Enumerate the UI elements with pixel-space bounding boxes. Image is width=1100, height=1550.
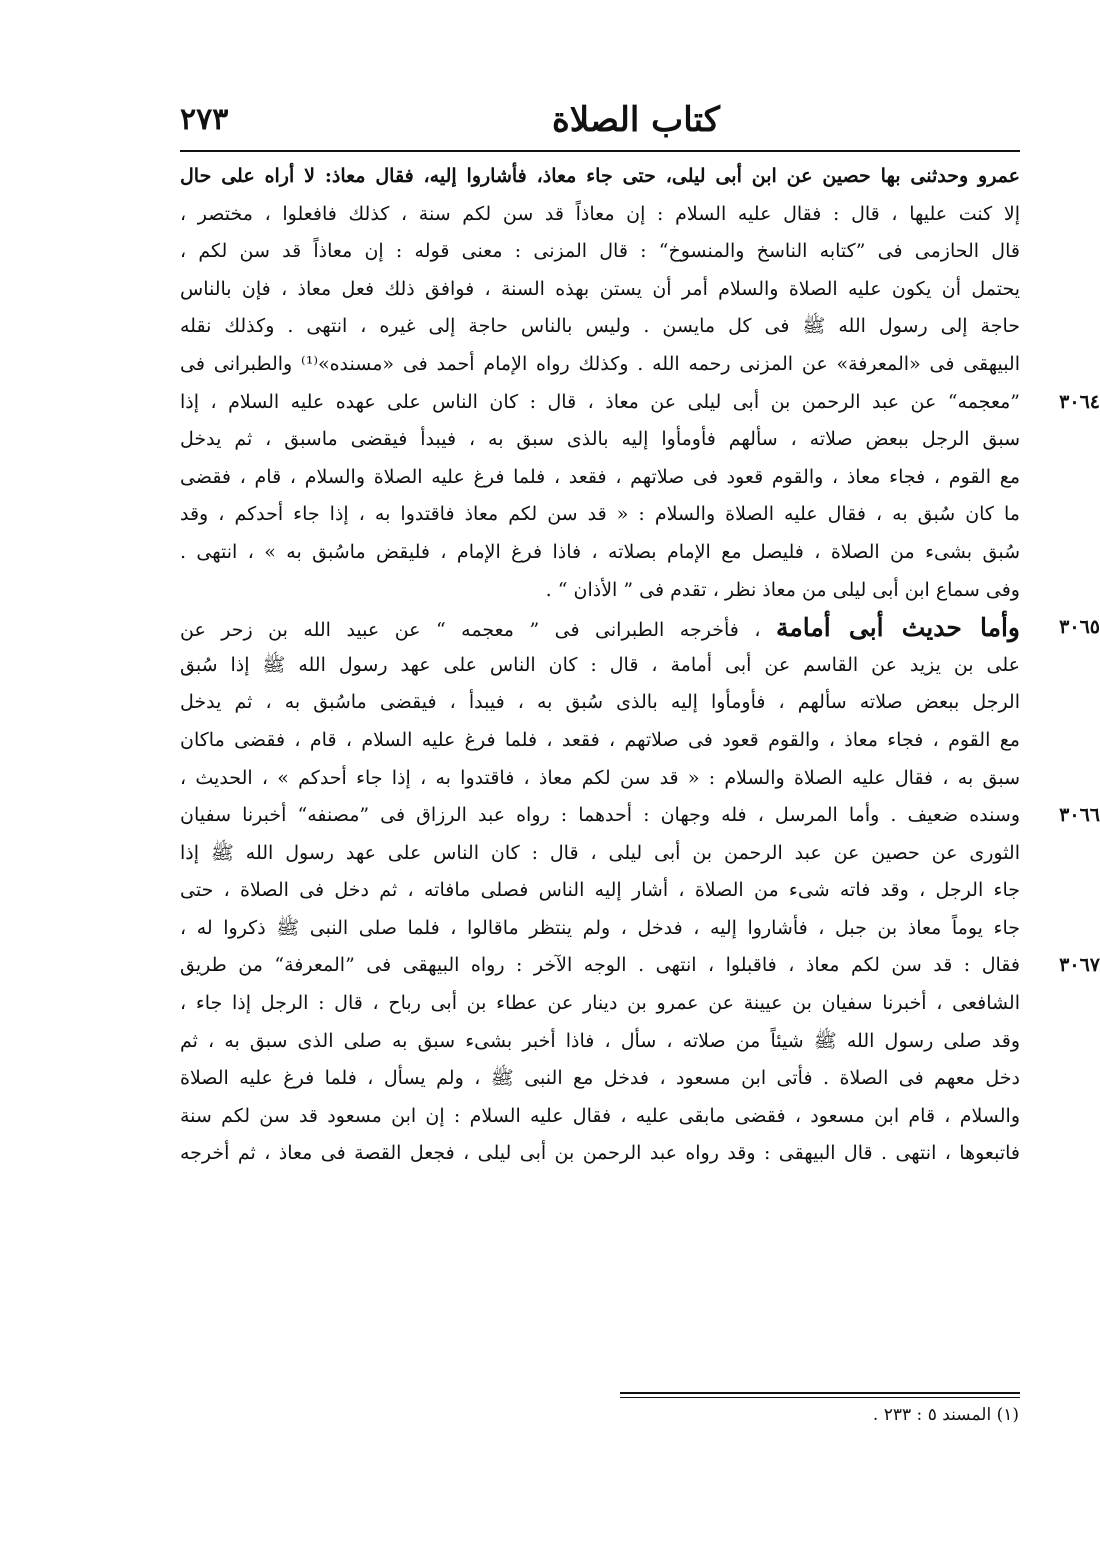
- text-line: [180, 797, 1100, 835]
- line-text: دخل معهم فى الصلاة . فأتى ابن مسعود ، فدخل مع النبى ﷺ ، ولم يسأل ، فلما فرغ عليه الصلاة: [180, 1067, 1020, 1090]
- line-text: والسلام ، قام ابن مسعود ، فقضى مابقى عليه ، فقال عليه السلام : إن ابن مسعود قد سن لكم سنة: [180, 1104, 1020, 1127]
- line-text: فاتبعوها ، انتهى . قال البيهقى : وقد رواه عبد الرحمن بن أبى ليلى ، فجعل القصة فى معاذ ، ثم أخرجه: [180, 1142, 1020, 1165]
- line-text: سبق به ، فقال عليه الصلاة والسلام : « قد سن لكم معاذ ، فاقتدوا به ، إذا جاء أحدكم » ، الحديث ،: [180, 766, 1020, 789]
- line-text: جاء الرجل ، وقد فاته شىء من الصلاة ، أشار إليه الناس فصلى مافاته ، ثم دخل فى الصلاة ، حتى: [180, 879, 1020, 902]
- text-line: [180, 308, 1020, 346]
- text-line: [180, 534, 1020, 572]
- running-title: كتاب الصلاة: [551, 100, 720, 140]
- line-text: فقال : قد سن لكم معاذ ، فاقبلوا ، انتهى . الوجه الآخر : رواه البيهقى فى ”المعرفة“ من طريق: [180, 954, 1020, 977]
- line-text: الرجل ببعض صلاته سألهم ، فأومأوا إليه بالذى سُبق به ، فيبدأ ، فيقضى ماسُبق به ، ثم يدخل: [180, 691, 1020, 714]
- text-line: [180, 421, 1020, 459]
- line-text: يحتمل أن يكون عليه الصلاة والسلام أمر أن يستن بهذه السنة ، فوافق ذلك فعل معاذ ، فإن بالناس: [180, 277, 1020, 300]
- text-line: [180, 572, 1020, 610]
- text-line: [180, 1098, 1020, 1136]
- page-number: ٢٧٣: [180, 102, 229, 137]
- text-line: [180, 158, 1020, 196]
- section-lead: وأما حديث أبى أمامة: [775, 613, 1020, 643]
- text-line: [180, 722, 1020, 760]
- line-text: إلا كنت عليها ، قال : فقال عليه السلام : إن معاذاً قد سن لكم سنة ، كذلك فافعلوا ، مختصر ،: [180, 202, 1020, 225]
- text-line: [180, 910, 1020, 948]
- text-line: [180, 609, 1100, 647]
- footnote-rule-inner: [620, 1397, 1020, 1398]
- text-line: [180, 1060, 1020, 1098]
- text-line: [180, 496, 1020, 534]
- text-line: [180, 459, 1020, 497]
- line-text: وقد صلى رسول الله ﷺ شيئاً من صلاته ، سأل ، فاذا أخبر بشىء سبق به صلى الذى سبق به ، ثم: [180, 1029, 1020, 1052]
- line-text: وسنده ضعيف . وأما المرسل ، فله وجهان : أحدهما : رواه عبد الرزاق فى ”مصنفه“ أخبرنا سفيان: [180, 804, 1020, 827]
- line-text: قال الحازمى فى ”كتابه الناسخ والمنسوخ“ : قال المزنى : معنى قوله : إن معاذاً قد سن لكم ،: [180, 240, 1020, 263]
- line-text: سُبق بشىء من الصلاة ، فليصل مع الإمام بصلاته ، فاذا فرغ الإمام ، فليقض ماسُبق به » ، انتهى .: [180, 540, 1020, 563]
- header-rule: [180, 150, 1020, 152]
- text-line: [180, 384, 1100, 422]
- footnote-rule: [620, 1392, 1020, 1394]
- line-text: جاء يوماً معاذ بن جبل ، فأشاروا إليه ، فدخل ، ولم ينتظر ماقالوا ، فلما صلى النبى ﷺ ذكروا له ،: [180, 916, 1020, 939]
- text-line: [180, 271, 1020, 309]
- text-line: [180, 346, 1020, 384]
- hadith-number: ٣٠٦٥: [1059, 616, 1100, 639]
- line-text: على بن يزيد عن القاسم عن أبى أمامة ، قال : كان الناس على عهد رسول الله ﷺ إذا سُبق: [180, 653, 1020, 676]
- line-text: عمرو وحدثنى بها حصين عن ابن أبى ليلى، حتى جاء معاذ، فأشاروا إليه، فقال معاذ: لا أراه على حال: [180, 165, 1020, 187]
- text-line: [180, 684, 1020, 722]
- text-line: [180, 947, 1100, 985]
- text-line: [180, 196, 1020, 234]
- line-text: سبق الرجل ببعض صلاته ، سألهم فأومأوا إليه بالذى سبق به ، فيبدأ فيقضى ماسبق ، ثم يدخل: [180, 428, 1020, 451]
- text-line: [180, 1023, 1020, 1061]
- text-line: [180, 872, 1020, 910]
- line-text: ما كان سُبق به ، فقال عليه الصلاة والسلام : « قد سن لكم معاذ فاقتدوا به ، إذا جاء أحدكم ، وقد: [180, 503, 1020, 526]
- line-text: البيهقى فى «المعرفة» عن المزنى رحمه الله . وكذلك رواه الإمام أحمد فى «مسنده»⁽¹⁾ والطبرانى فى: [180, 352, 1020, 375]
- text-line: [180, 985, 1020, 1023]
- main-text: [180, 158, 1100, 1173]
- line-text: الثورى عن حصين عن عبد الرحمن بن أبى ليلى ، قال : كان الناس على عهد رسول الله ﷺ إذا: [180, 841, 1020, 864]
- line-text: حاجة إلى رسول الله ﷺ فى كل مايسن . وليس بالناس حاجة إلى غيره ، انتهى . وكذلك نقله: [180, 315, 1020, 338]
- line-text: مع القوم ، فجاء معاذ ، والقوم قعود فى صلاتهم ، فقعد ، فلما فرغ عليه الصلاة والسلام ، قام ، فقضى: [180, 465, 1020, 488]
- hadith-number: ٣٠٦٧: [1059, 954, 1100, 977]
- line-text: وفى سماع ابن أبى ليلى من معاذ نظر ، تقدم فى ” الأذان “ .: [545, 578, 1020, 601]
- text-line: [180, 647, 1020, 685]
- text-line: [180, 760, 1020, 798]
- footnote: (١) المسند ٥ : ٢٣٣ .: [872, 1405, 1019, 1425]
- page-header: [180, 100, 1020, 150]
- line-text: ، فأخرجه الطبرانى فى ” معجمه “ عن عبيد الله بن زحر عن: [180, 619, 776, 642]
- hadith-number: ٣٠٦٦: [1059, 804, 1100, 827]
- text-line: [180, 835, 1020, 873]
- line-text: مع القوم ، فجاء معاذ ، والقوم قعود فى صلاتهم ، فقعد ، فلما فرغ عليه السلام ، قام ، فقضى ماكان: [180, 728, 1020, 751]
- hadith-number: ٣٠٦٤: [1059, 390, 1100, 413]
- line-text: ”معجمه“ عن عبد الرحمن بن أبى ليلى عن معاذ ، قال : كان الناس على عهده عليه السلام ، إذا: [180, 390, 1020, 413]
- text-line: [180, 233, 1020, 271]
- text-line: [180, 1135, 1020, 1173]
- line-text: الشافعى ، أخبرنا سفيان بن عيينة عن عمرو بن دينار عن عطاء بن أبى رباح ، قال : الرجل إذا جاء ،: [180, 992, 1020, 1015]
